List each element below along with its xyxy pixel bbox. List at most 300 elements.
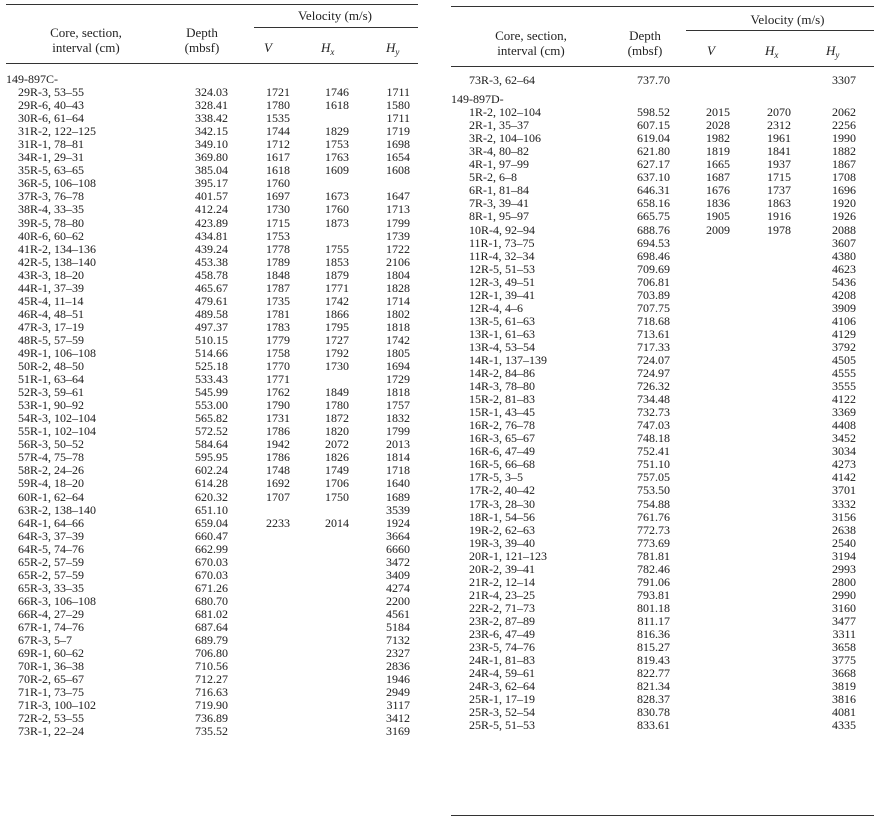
velocity-hy: 3555: [832, 379, 856, 394]
velocity-hy: 1804: [386, 267, 410, 282]
hx-heading: [321, 40, 334, 60]
depth-value: 717.33: [637, 339, 670, 354]
core-interval: 8R-1, 95–97: [469, 209, 529, 224]
core-interval: 16R-5, 66–68: [469, 457, 535, 472]
depth-value: 553.00: [195, 398, 228, 413]
core-interval: 19R-3, 39–40: [469, 535, 535, 550]
depth-value: 688.76: [637, 222, 670, 237]
depth-value: 659.04: [195, 515, 228, 530]
right-rows: [451, 106, 874, 732]
core-interval: 21R-2, 12–14: [469, 574, 535, 589]
hx-sub: x: [330, 47, 335, 57]
velocity-v: 1735: [266, 293, 290, 308]
velocity-hy: 1729: [386, 372, 410, 387]
velocity-hy: 3156: [832, 509, 856, 524]
depth-value: 369.80: [195, 150, 228, 165]
core-interval: 17R-2, 40–42: [469, 483, 535, 498]
velocity-v: 1770: [266, 359, 290, 374]
core-interval: 14R-2, 84–86: [469, 366, 535, 381]
table-row: [6, 477, 418, 490]
depth-value: 479.61: [195, 293, 228, 308]
core-interval: 49R-1, 106–108: [18, 345, 96, 360]
depth-value: 830.78: [637, 705, 670, 720]
depth-heading: [615, 28, 675, 58]
depth-value: 497.37: [195, 319, 228, 334]
velocity-hy: 4408: [832, 418, 856, 433]
velocity-v: 1780: [266, 98, 290, 113]
velocity-hy: 7132: [386, 633, 410, 648]
table-row: [451, 302, 874, 315]
velocity-hy: 2062: [832, 105, 856, 120]
core-interval: 23R-5, 74–76: [469, 640, 535, 655]
table-row: [451, 74, 874, 87]
velocity-hy: 3658: [832, 640, 856, 655]
velocity-hy: 1689: [386, 489, 410, 504]
core-interval: 24R-3, 62–64: [469, 679, 535, 694]
core-interval: 29R-3, 53–55: [18, 85, 84, 100]
table-row: [6, 556, 418, 569]
velocity-hy: 3307: [832, 73, 856, 87]
velocity-hy: 4505: [832, 352, 856, 367]
depth-value: 694.53: [637, 235, 670, 250]
velocity-hx: 1866: [325, 306, 349, 321]
table-row: [451, 602, 874, 615]
core-heading-line1: Core, section,: [50, 25, 122, 40]
velocity-hy: 1580: [386, 98, 410, 113]
velocity-hx: 1978: [767, 222, 791, 237]
velocity-hx: 1841: [767, 144, 791, 159]
velocity-hy: 3607: [832, 235, 856, 250]
table-row: [6, 608, 418, 621]
velocity-hx: 1853: [325, 254, 349, 269]
velocity-hx: 1750: [325, 489, 349, 504]
velocity-hy: 2327: [386, 646, 410, 661]
velocity-v: 1779: [266, 332, 290, 347]
velocity-v: 1707: [266, 489, 290, 504]
velocity-hx: 1879: [325, 267, 349, 282]
depth-value: 716.63: [195, 685, 228, 700]
core-interval: 67R-3, 5–7: [18, 633, 72, 648]
depth-value: 458.78: [195, 267, 228, 282]
depth-value: 607.15: [637, 118, 670, 133]
v-label: V: [707, 43, 715, 58]
depth-value: 533.43: [195, 372, 228, 387]
velocity-hx: 1715: [767, 170, 791, 185]
velocity-hx: 1737: [767, 183, 791, 198]
velocity-hy: 3332: [832, 496, 856, 511]
velocity-rule: [686, 30, 874, 31]
table-row: [451, 550, 874, 563]
velocity-hx: 1937: [767, 157, 791, 172]
table-row: [6, 725, 418, 738]
left-rows: [6, 86, 418, 738]
core-interval: 16R-2, 76–78: [469, 418, 535, 433]
depth-value: 465.67: [195, 280, 228, 295]
depth-value: 698.46: [637, 248, 670, 263]
velocity-v: 1760: [266, 176, 290, 191]
velocity-hy: 1694: [386, 359, 410, 374]
depth-value: 747.03: [637, 418, 670, 433]
core-interval: 10R-4, 92–94: [469, 222, 535, 237]
velocity-hy: 4380: [832, 248, 856, 263]
depth-value: 349.10: [195, 137, 228, 152]
depth-value: 828.37: [637, 692, 670, 707]
core-interval: 15R-1, 43–45: [469, 405, 535, 420]
velocity-v: 1786: [266, 450, 290, 465]
velocity-v: 1731: [266, 411, 290, 426]
velocity-hy: 6660: [386, 541, 410, 556]
velocity-v: 1771: [266, 372, 290, 387]
velocity-hy: 3792: [832, 339, 856, 354]
v-heading: [264, 40, 272, 55]
depth-value: 662.99: [195, 541, 228, 556]
depth-value: 665.75: [637, 209, 670, 224]
core-interval: 63R-2, 138–140: [18, 502, 96, 517]
table-row: [451, 537, 874, 550]
depth-value: 709.69: [637, 261, 670, 276]
velocity-hy: 4106: [832, 313, 856, 328]
table-row: [451, 615, 874, 628]
velocity-hy: 4129: [832, 326, 856, 341]
table-row: [6, 295, 418, 308]
velocity-hy: 3409: [386, 567, 410, 582]
depth-value: 687.64: [195, 619, 228, 634]
velocity-hy: 3160: [832, 600, 856, 615]
depth-value: 423.89: [195, 215, 228, 230]
velocity-hy: 1713: [386, 202, 410, 217]
hy-heading: [386, 40, 399, 60]
depth-value: 545.99: [195, 385, 228, 400]
velocity-hy: 4623: [832, 261, 856, 276]
table-row: [6, 543, 418, 556]
velocity-hy: 1867: [832, 157, 856, 172]
core-interval: 31R-2, 122–125: [18, 124, 96, 139]
velocity-hy: 1719: [386, 124, 410, 139]
depth-value: 619.04: [637, 131, 670, 146]
depth-value: 627.17: [637, 157, 670, 172]
depth-value: 822.77: [637, 666, 670, 681]
core-interval: 57R-4, 75–78: [18, 450, 84, 465]
core-interval: 64R-5, 74–76: [18, 541, 84, 556]
velocity-hy: 1696: [832, 183, 856, 198]
velocity-hx: 1916: [767, 209, 791, 224]
depth-value: 719.90: [195, 698, 228, 713]
core-interval: 65R-2, 57–59: [18, 554, 84, 569]
depth-value: 439.24: [195, 241, 228, 256]
core-interval: 73R-3, 62–64: [469, 73, 535, 87]
core-interval: 42R-5, 138–140: [18, 254, 96, 269]
velocity-hy: 1799: [386, 215, 410, 230]
velocity-v: 1848: [266, 267, 290, 282]
velocity-hy: 2540: [832, 535, 856, 550]
table-row: [451, 276, 874, 289]
table-row: [6, 595, 418, 608]
depth-value: 660.47: [195, 528, 228, 543]
depth-value: 614.28: [195, 476, 228, 491]
core-interval: 31R-1, 78–81: [18, 137, 84, 152]
velocity-hy: 1805: [386, 345, 410, 360]
depth-value: 412.24: [195, 202, 228, 217]
velocity-v: 2015: [706, 105, 730, 120]
depth-value: 706.80: [195, 646, 228, 661]
table-row: [6, 582, 418, 595]
velocity-hx: 1727: [325, 332, 349, 347]
velocity-v: 1697: [266, 189, 290, 204]
velocity-hy: 3775: [832, 653, 856, 668]
core-interval: 15R-2, 81–83: [469, 392, 535, 407]
depth-value: 385.04: [195, 163, 228, 178]
velocity-hx: 1829: [325, 124, 349, 139]
depth-value: 732.73: [637, 405, 670, 420]
depth-value: 751.10: [637, 457, 670, 472]
core-interval: 55R-1, 102–104: [18, 424, 96, 439]
core-interval: 45R-4, 11–14: [18, 293, 84, 308]
table-row: [451, 315, 874, 328]
core-interval: 18R-1, 54–56: [469, 509, 535, 524]
core-interval: 67R-1, 74–76: [18, 619, 84, 634]
depth-value: 395.17: [195, 176, 228, 191]
table-row: [6, 230, 418, 243]
velocity-hy: 1818: [386, 385, 410, 400]
velocity-hy: 1739: [386, 228, 410, 243]
velocity-hy: 1640: [386, 476, 410, 491]
depth-value: 651.10: [195, 502, 228, 517]
depth-value: 328.41: [195, 98, 228, 113]
velocity-hx: 1873: [325, 215, 349, 230]
velocity-v: 1535: [266, 111, 290, 126]
velocity-hx: 1820: [325, 424, 349, 439]
depth-value: 434.81: [195, 228, 228, 243]
depth-value: 737.70: [637, 73, 670, 87]
velocity-hx: 1706: [325, 476, 349, 491]
core-interval: 70R-2, 65–67: [18, 672, 84, 687]
hy-label: H: [386, 40, 396, 55]
core-interval: 21R-4, 23–25: [469, 587, 535, 602]
velocity-hx: 1618: [325, 98, 349, 113]
depth-value: 819.43: [637, 653, 670, 668]
core-interval: 24R-1, 81–83: [469, 653, 535, 668]
core-interval: 71R-1, 73–75: [18, 685, 84, 700]
hy-heading: [826, 43, 839, 63]
velocity-hx: 1863: [767, 196, 791, 211]
velocity-hy: 3664: [386, 528, 410, 543]
hx-sub: x: [774, 50, 779, 60]
depth-value: 584.64: [195, 437, 228, 452]
header-rule: [6, 63, 418, 64]
velocity-heading: Velocity (m/s): [750, 12, 825, 27]
core-interval: 65R-3, 33–35: [18, 580, 84, 595]
table-row: [6, 321, 418, 334]
depth-value: 752.41: [637, 444, 670, 459]
velocity-hx: 1753: [325, 137, 349, 152]
velocity-v: 1692: [266, 476, 290, 491]
core-interval: 71R-3, 100–102: [18, 698, 96, 713]
velocity-hx: 1742: [325, 293, 349, 308]
velocity-hy: 1802: [386, 306, 410, 321]
depth-value: 324.03: [195, 85, 228, 100]
core-interval: 16R-3, 65–67: [469, 431, 535, 446]
core-interval: 60R-1, 62–64: [18, 489, 84, 504]
core-interval: 59R-4, 18–20: [18, 476, 84, 491]
velocity-hy: 1882: [832, 144, 856, 159]
core-interval: 53R-1, 90–92: [18, 398, 84, 413]
core-heading: [451, 28, 611, 58]
table-row: [6, 308, 418, 321]
depth-value: 338.42: [195, 111, 228, 126]
table-row: [451, 328, 874, 341]
velocity-hx: 1795: [325, 319, 349, 334]
velocity-hx: 1746: [325, 85, 349, 100]
core-interval: 14R-3, 78–80: [469, 379, 535, 394]
velocity-hy: 3452: [832, 431, 856, 446]
velocity-hy: 1757: [386, 398, 410, 413]
velocity-v: 1836: [706, 196, 730, 211]
velocity-v: 1982: [706, 131, 730, 146]
table-row: [6, 530, 418, 543]
core-interval: 5R-2, 6–8: [469, 170, 517, 185]
velocity-hy: 1920: [832, 196, 856, 211]
velocity-hx: 1609: [325, 163, 349, 178]
depth-value: 401.57: [195, 189, 228, 204]
velocity-hy: 4208: [832, 287, 856, 302]
depth-value: 710.56: [195, 659, 228, 674]
core-interval: 48R-5, 57–59: [18, 332, 84, 347]
velocity-hy: 1708: [832, 170, 856, 185]
core-interval: 1R-2, 102–104: [469, 105, 541, 120]
core-interval: 24R-4, 59–61: [469, 666, 535, 681]
v-label: V: [264, 40, 272, 55]
core-interval: 25R-5, 51–53: [469, 718, 535, 733]
core-interval: 11R-1, 73–75: [469, 235, 535, 250]
velocity-hy: 4273: [832, 457, 856, 472]
table-row: [451, 719, 874, 732]
hx-label: H: [321, 40, 331, 55]
velocity-v: 1789: [266, 254, 290, 269]
depth-value: 565.82: [195, 411, 228, 426]
table-row: [451, 210, 874, 223]
core-interval: 30R-6, 61–64: [18, 111, 84, 126]
velocity-hy: 4335: [832, 718, 856, 733]
velocity-hx: 1849: [325, 385, 349, 400]
velocity-hy: 3369: [832, 405, 856, 420]
hy-sub: y: [395, 47, 400, 57]
core-interval: 56R-3, 50–52: [18, 437, 84, 452]
table-row: [451, 224, 874, 237]
velocity-hy: 1608: [386, 163, 410, 178]
core-interval: 14R-1, 137–139: [469, 352, 547, 367]
depth-value: 598.52: [637, 105, 670, 120]
velocity-hx: 1749: [325, 463, 349, 478]
velocity-hx: 1826: [325, 450, 349, 465]
table-row: [6, 269, 418, 282]
depth-value: 724.07: [637, 352, 670, 367]
core-interval: 23R-6, 47–49: [469, 626, 535, 641]
velocity-hy: 1799: [386, 424, 410, 439]
velocity-hy: 1818: [386, 319, 410, 334]
core-interval: 66R-3, 106–108: [18, 593, 96, 608]
depth-value: 453.38: [195, 254, 228, 269]
velocity-hy: 3472: [386, 554, 410, 569]
core-interval: 17R-3, 28–30: [469, 496, 535, 511]
velocity-hy: 1946: [386, 672, 410, 687]
core-interval: 29R-6, 40–43: [18, 98, 84, 113]
velocity-hy: 3412: [386, 711, 410, 726]
core-interval: 6R-1, 81–84: [469, 183, 529, 198]
core-interval: 43R-3, 18–20: [18, 267, 84, 282]
depth-value: 595.95: [195, 450, 228, 465]
velocity-hy: 1698: [386, 137, 410, 152]
velocity-hy: 3194: [832, 548, 856, 563]
velocity-v: 1753: [266, 228, 290, 243]
depth-value: 757.05: [637, 470, 670, 485]
depth-value: 707.75: [637, 300, 670, 315]
velocity-v: 1783: [266, 319, 290, 334]
right-top-rows: [451, 74, 874, 87]
depth-value: 833.61: [637, 718, 670, 733]
table-body-left: [6, 73, 418, 738]
core-interval: 34R-1, 29–31: [18, 150, 84, 165]
velocity-hx: 2014: [325, 515, 349, 530]
core-interval: 4R-1, 97–99: [469, 157, 529, 172]
velocity-v: 1721: [266, 85, 290, 100]
velocity-hy: 1832: [386, 411, 410, 426]
table-row: [451, 498, 874, 511]
depth-value: 681.02: [195, 606, 228, 621]
velocity-hx: 1872: [325, 411, 349, 426]
velocity-hy: 2088: [832, 222, 856, 237]
velocity-v: 1787: [266, 280, 290, 295]
velocity-v: 2009: [706, 222, 730, 237]
velocity-hy: 3816: [832, 692, 856, 707]
depth-value: 781.81: [637, 548, 670, 563]
depth-value: 489.58: [195, 306, 228, 321]
table-row: [451, 589, 874, 602]
depth-value: 706.81: [637, 274, 670, 289]
velocity-hy: 3539: [386, 502, 410, 517]
depth-heading: [172, 25, 232, 55]
depth-value: 793.81: [637, 587, 670, 602]
velocity-hy: 1828: [386, 280, 410, 295]
depth-value: 670.03: [195, 554, 228, 569]
table-row: [6, 282, 418, 295]
depth-value: 724.97: [637, 366, 670, 381]
velocity-hy: 3169: [386, 724, 410, 739]
table-row: [451, 250, 874, 263]
core-interval: 46R-4, 48–51: [18, 306, 84, 321]
velocity-hy: 4555: [832, 366, 856, 381]
top-rule: [6, 4, 418, 5]
velocity-v: 1687: [706, 170, 730, 185]
velocity-v: 1730: [266, 202, 290, 217]
velocity-hy: 1926: [832, 209, 856, 224]
core-interval: 12R-1, 39–41: [469, 287, 535, 302]
table-row: [451, 484, 874, 497]
velocity-hy: 2256: [832, 118, 856, 133]
velocity-hy: 1718: [386, 463, 410, 478]
depth-value: 815.27: [637, 640, 670, 655]
velocity-hx: 1792: [325, 345, 349, 360]
velocity-hy: 3701: [832, 483, 856, 498]
depth-value: 773.69: [637, 535, 670, 550]
velocity-hy: 2949: [386, 685, 410, 700]
velocity-v: 1744: [266, 124, 290, 139]
depth-value: 735.52: [195, 724, 228, 739]
table-row: [6, 256, 418, 269]
velocity-v: 1748: [266, 463, 290, 478]
core-interval: 12R-5, 51–53: [469, 261, 535, 276]
velocity-v: 2028: [706, 118, 730, 133]
core-interval: 70R-1, 36–38: [18, 659, 84, 674]
